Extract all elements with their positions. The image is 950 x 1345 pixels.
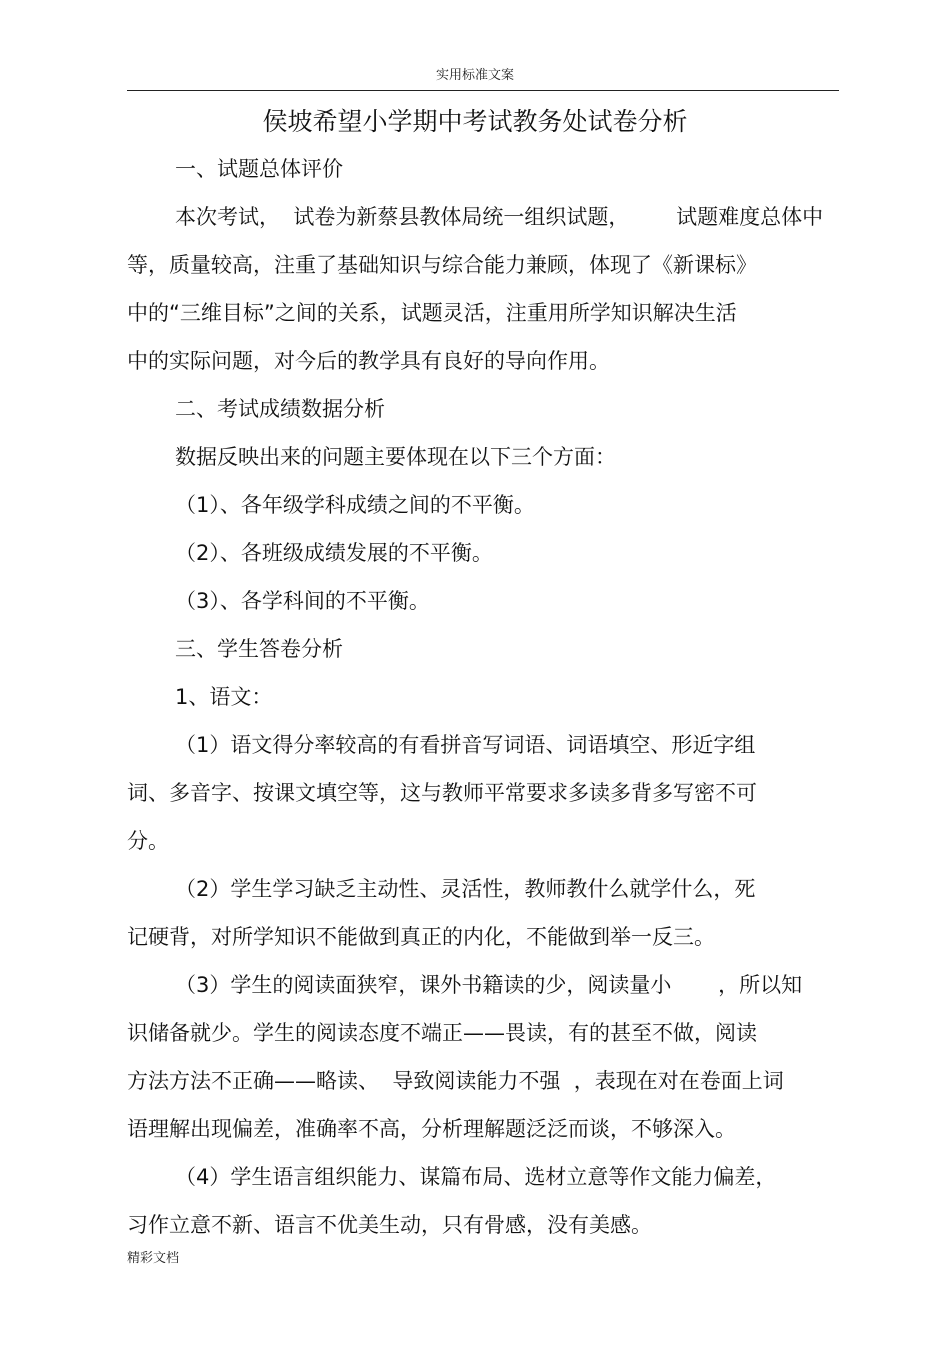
header-divider	[127, 90, 839, 91]
list-item: （1）、各年级学科成绩之间的不平衡。	[175, 493, 535, 517]
list-item: （3）、各学科间的不平衡。	[175, 589, 430, 613]
paragraph-line: 语理解出现偏差，准确率不高，分析理解题泛泛而谈，不够深入。	[127, 1117, 736, 1141]
list-item: （2）、各班级成绩发展的不平衡。	[175, 541, 493, 565]
paragraph-line: 数据反映出来的问题主要体现在以下三个方面：	[175, 445, 616, 469]
subsection-heading: 1、语文：	[175, 685, 273, 709]
document-title: 侯坡希望小学期中考试教务处试卷分析	[262, 107, 688, 136]
paragraph-line: 识储备就少。学生的阅读态度不端正——畏读，有的甚至不做，阅读	[127, 1021, 757, 1045]
paragraph-line: 中的“三维目标”之间的关系，试题灵活，注重用所学知识解决生活	[127, 301, 737, 325]
paragraph-line: （1）语文得分率较高的有看拼音写词语、词语填空、形近字组	[175, 733, 756, 757]
paragraph-line: 分。	[127, 829, 169, 853]
page-header: 实用标准文案	[435, 68, 514, 83]
paragraph-line: （3）学生的阅读面狭窄，课外书籍读的少，阅读量小 ，所以知	[175, 973, 803, 997]
page-footer: 精彩文档	[127, 1251, 180, 1266]
paragraph-line: 中的实际问题，对今后的教学具有良好的导向作用。	[127, 349, 610, 373]
section-heading-3: 三、学生答卷分析	[175, 637, 343, 661]
section-heading-2: 二、考试成绩数据分析	[175, 397, 385, 421]
paragraph-line: 本次考试， 试卷为新蔡县教体局统一组织试题， 试题难度总体中	[175, 205, 824, 229]
paragraph-line: （4）学生语言组织能力、谋篇布局、选材立意等作文能力偏差，	[175, 1165, 777, 1189]
paragraph-line: 方法方法不正确——略读、 导致阅读能力不强 ，表现在对在卷面上词	[127, 1069, 784, 1093]
paragraph-line: 记硬背，对所学知识不能做到真正的内化，不能做到举一反三。	[127, 925, 715, 949]
paragraph-line: 等，质量较高，注重了基础知识与综合能力兼顾，体现了《新课标》	[127, 253, 757, 277]
paragraph-line: 词、多音字、按课文填空等，这与教师平常要求多读多背多写密不可	[127, 781, 757, 805]
paragraph-line: 习作立意不新、语言不优美生动，只有骨感，没有美感。	[127, 1213, 652, 1237]
paragraph-line: （2）学生学习缺乏主动性、灵活性，教师教什么就学什么，死	[175, 877, 756, 901]
section-heading-1: 一、试题总体评价	[175, 157, 343, 181]
